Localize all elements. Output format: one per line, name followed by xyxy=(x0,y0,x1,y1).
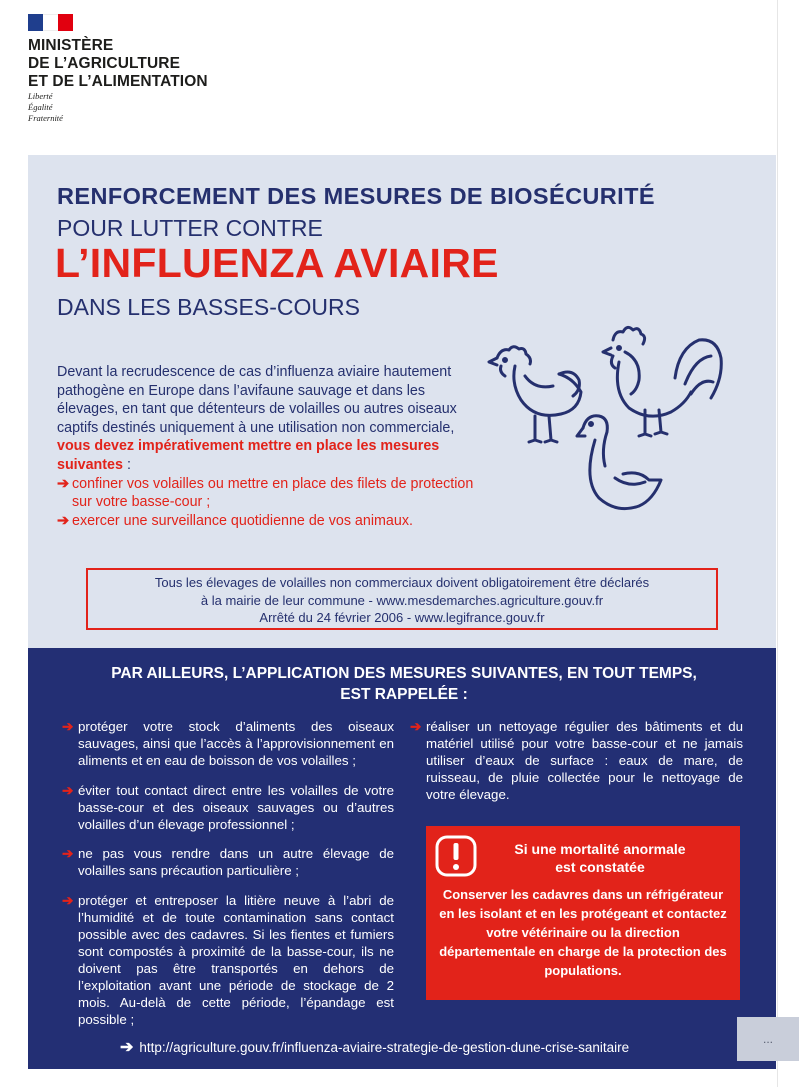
marianne-flag-icon xyxy=(28,14,73,31)
hen-icon xyxy=(489,347,581,442)
arrow-right-icon: ➔ xyxy=(57,512,69,529)
intro-text: Devant la recrudescence de cas d’influenza aviaire hautement pathogène en Europe dans l’avifaune sauvage et dans les élevages, en tant que détenteurs de volailles ou autres oiseaux captifs destinés uniquement à une utilisation non commerciale, vous devez impérativement mettre en place les mesures suivantes : ➔ confiner vos volailles ou mettre en place des filets de protection sur votre basse-cour ; ➔ exercer une surveillance quotidienne de vos animaux. xyxy=(57,363,477,530)
arrow-right-icon: ➔ xyxy=(62,719,74,734)
list-item: ➔ réaliser un nettoyage régulier des bâtiments et du matériel utilisé pour votre basse-cour et ne jamais utiliser d’eaux de surface : eaux de mare, de ruisseau, de pluie collectée pour le nettoyage de votre élevage. xyxy=(410,719,743,802)
list-item: ➔ ne pas vous rendre dans un autre élevage de volailles sans précaution particulière ; xyxy=(62,846,394,879)
measures-right-column xyxy=(410,719,743,817)
list-item: ➔ éviter tout contact direct entre les volailles de votre basse-cour et des oiseaux sauvages ou d’autres volailles d’un élevage professionnel ; xyxy=(62,782,394,832)
more-options-button[interactable]: ... xyxy=(737,1017,799,1061)
rooster-icon xyxy=(603,327,721,436)
warning-exclamation-icon xyxy=(434,834,478,878)
ministry-name: MINISTÈRE DE L’AGRICULTURE ET DE L’ALIMENTATION xyxy=(28,37,208,90)
alert-title: Si une mortalité anormale est constatée xyxy=(514,841,686,875)
alert-body: Conserver les cadavres dans un réfrigérateur en les isolant et en les protégeant et contactez votre vétérinaire ou la direction départementale en charge de la protection des populations. xyxy=(439,887,727,978)
poultry-illustration-icon xyxy=(485,318,735,518)
measures-section-title: PAR AILLEURS, L’APPLICATION DES MESURES SUIVANTES, EN TOUT TEMPS, EST RAPPELÉE : xyxy=(111,665,697,703)
republic-motto: Liberté Égalité Fraternité xyxy=(28,91,63,123)
ministry-logo xyxy=(28,14,248,134)
arrow-right-icon: ➔ xyxy=(120,1039,134,1056)
page-edge-divider xyxy=(777,0,778,1087)
measure-item: ➔ exercer une surveillance quotidienne de vos animaux. xyxy=(57,512,413,529)
arrow-right-icon: ➔ xyxy=(62,846,74,862)
arrow-right-icon: ➔ xyxy=(57,475,69,492)
arrow-right-icon: ➔ xyxy=(62,782,74,798)
measure-item: ➔ confiner vos volailles ou mettre en place des filets de protection sur votre basse-cour ; xyxy=(57,475,474,511)
title-subline: POUR LUTTER CONTRE xyxy=(57,215,323,241)
title-biosecurity: RENFORCEMENT DES MESURES DE BIOSÉCURITÉ xyxy=(57,183,655,209)
measures-left-column xyxy=(62,719,394,1042)
mortality-alert-box xyxy=(426,826,740,1000)
title-influenza: L’INFLUENZA AVIAIRE xyxy=(55,240,499,286)
goose-icon xyxy=(577,416,661,509)
intro-emphasis: vous devez impérativement mettre en place les mesures suivantes xyxy=(57,438,440,473)
arrow-right-icon: ➔ xyxy=(410,719,422,734)
declaration-notice: Tous les élevages de volailles non commerciaux doivent obligatoirement être déclarés à la mairie de leur commune - www.mesdemarches.agriculture.gouv.fr Arrêté du 24 février 2006 - www.legifrance.gouv.fr xyxy=(86,568,718,630)
footer-link[interactable] xyxy=(120,1037,629,1057)
footer-link-text[interactable]: http://agriculture.gouv.fr/influenza-aviaire-strategie-de-gestion-dune-crise-sanitaire xyxy=(139,1040,630,1055)
list-item: ➔ protéger votre stock d’aliments des oiseaux sauvages, ainsi que l’accès à l’approvisionnement en aliments et en eau de boisson de vos volailles ; xyxy=(62,719,394,768)
list-item: ➔ protéger et entreposer la litière neuve à l’abri de l’humidité et de toute contamination sans contact possible avec des cadavres. Si les fientes et fumiers sont compostés à proximité de la basse-cour, ils ne doivent pas être transportés en dehors de l’exploitation avant une période de stockage de 2 mois. Au-delà de cette période, l’épandage est possible ; xyxy=(62,893,394,1027)
arrow-right-icon: ➔ xyxy=(62,893,74,909)
title-basses-cours: DANS LES BASSES-COURS xyxy=(57,294,360,320)
